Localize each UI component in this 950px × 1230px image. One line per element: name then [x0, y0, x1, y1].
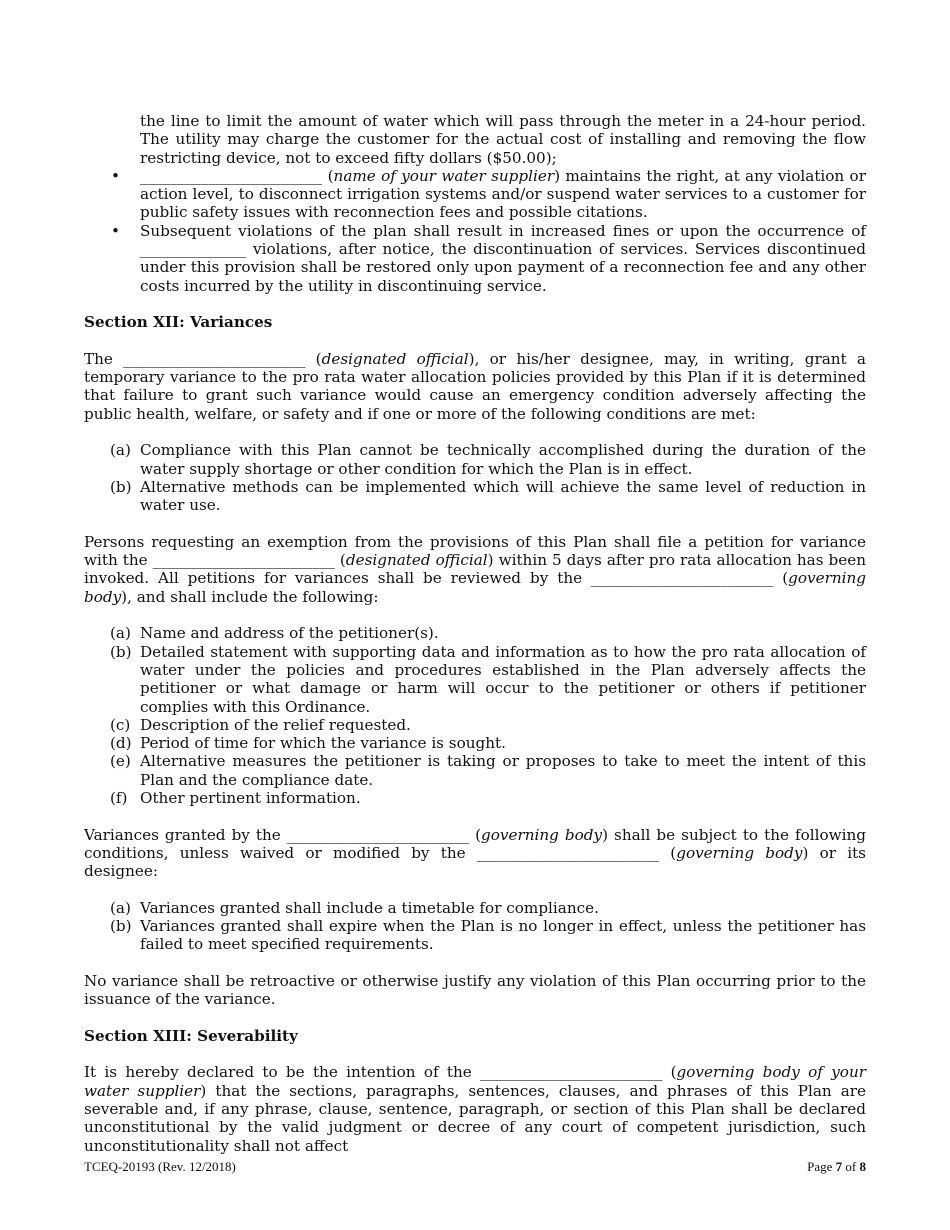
placeholder-label: governing body: [84, 569, 866, 606]
list-text: Period of time for which the variance is sought.: [140, 734, 506, 753]
placeholder-label: governing body of your water supplier: [84, 1063, 866, 1100]
paren: (: [305, 349, 322, 368]
text: The: [84, 349, 124, 368]
severability-paragraph: [84, 1063, 866, 1154]
blank-line: ________________________: [480, 1063, 663, 1082]
placeholder-label: governing body: [676, 843, 803, 862]
bullet-item: [84, 222, 866, 295]
no-retroactive-paragraph: No variance shall be retroactive or otherwise justify any violation of this Plan occurring prior to the issuance of the variance.: [84, 971, 866, 1009]
paren: ): [554, 166, 566, 185]
list-item: [84, 441, 866, 478]
petition-paragraph: [84, 533, 866, 606]
current-page: 7: [835, 1159, 843, 1174]
bullet-item: [84, 167, 866, 222]
paren: (: [662, 1063, 677, 1082]
list-item: [84, 624, 866, 642]
text: ) that the sections, paragraphs, sentences, clauses, and phrases of this Plan are severable and, if any phrase, clause, sentence, paragraph, or section of this Plan shall be declared unconstitutional by the valid judgment or decree of any court of competent jurisdiction, such unconstitutionality shall not affect: [84, 1081, 866, 1155]
list-label: (a): [110, 624, 131, 643]
bullet-marker: •: [111, 221, 120, 240]
paren: (: [659, 843, 677, 862]
blank-line: ________________________: [476, 843, 660, 862]
list-item: [84, 643, 866, 716]
bullet-marker: •: [111, 166, 120, 185]
text: Variances granted by the: [84, 825, 287, 844]
section-heading: Section XII: Variances: [84, 313, 273, 332]
list-text: Variances granted shall include a timetable for compliance.: [140, 898, 599, 917]
paren: (: [334, 551, 346, 570]
list-item: [84, 899, 866, 917]
continued-bullet-text: the line to limit the amount of water which will pass through the meter in a 24-hour period. The utility may charge the customer for the actual cost of installing and removing the flow restricting device, not to exceed fifty dollars ($50.00);: [140, 112, 866, 167]
page-word: Page: [807, 1159, 836, 1174]
list-text: Variances granted shall expire when the Plan is no longer in effect, unless the petitioner has failed to meet specified requirements.: [140, 917, 866, 954]
page-number: [807, 1158, 866, 1176]
list-text: Alternative methods can be implemented which will achieve the same level of reduction in water use.: [140, 477, 866, 515]
granted-paragraph: [84, 826, 866, 881]
placeholder-label: designated official: [345, 551, 488, 570]
list-item: [84, 716, 866, 734]
variance-intro-paragraph: [84, 350, 866, 423]
blank-line: ________________________: [286, 825, 470, 844]
paren: (: [322, 166, 334, 185]
text: ) within 5 days after pro rata allocation has been invoked. All petitions for variances shall be reviewed by the: [84, 551, 866, 588]
paren: (: [773, 569, 789, 588]
list-label: (d): [110, 734, 132, 753]
list-label: (a): [110, 441, 131, 460]
list-label: (b): [110, 917, 132, 936]
list-label: (f): [110, 788, 128, 807]
list-text: Name and address of the petitioner(s).: [140, 624, 439, 643]
bullet-text: maintains the right, at any violation or action level, to disconnect irrigation systems and/or suspend water services to a customer for public safety issues with reconnection fees and possible citations.: [140, 166, 866, 222]
list-item: [84, 917, 866, 954]
blank-line: ________________________: [152, 551, 335, 570]
text: ) shall be subject to the following conditions, unless waived or modified by the: [84, 825, 866, 862]
list-text: Alternative measures the petitioner is taking or proposes to take to meet the intent of this Plan and the compliance date.: [140, 752, 866, 789]
total-pages: 8: [859, 1159, 866, 1174]
bullet-text: violations, after notice, the discontinuation of services. Services discontinued under this provision shall be restored only upon payment of a reconnection fee and any other costs incurred by the utility in discontinuing service.: [140, 240, 866, 295]
document-body: [84, 112, 866, 1155]
placeholder-label: designated official: [321, 349, 469, 368]
placeholder-label: name of your water supplier: [333, 166, 555, 185]
text: ) or its designee:: [84, 843, 866, 881]
list-item: [84, 478, 866, 515]
list-text: Detailed statement with supporting data and information as to how the pro rata allocation of water under the policies and procedures established in the Plan adversely affects the petitioner or what damage or harm will occur to the petitioner or others if petitioner complies with this Ordinance.: [140, 642, 866, 716]
blank-line: ________________________: [123, 349, 306, 368]
form-id: TCEQ-20193 (Rev. 12/2018): [84, 1159, 236, 1174]
placeholder-label: governing body: [481, 825, 603, 844]
blank-line: ______________: [140, 240, 247, 259]
list-label: (b): [110, 477, 132, 496]
blank-line: ________________________: [591, 569, 774, 588]
list-label: (b): [110, 642, 132, 661]
text: Persons requesting an exemption from the provisions of this Plan shall file a petition for variance with the: [84, 532, 866, 570]
list-item: [84, 789, 866, 807]
list-label: (c): [110, 715, 131, 734]
section-heading: Section XIII: Severability: [84, 1026, 298, 1045]
list-item: [84, 734, 866, 752]
blank-line: ________________________: [140, 166, 323, 185]
of-word: of: [842, 1159, 860, 1174]
list-text: Description of the relief requested.: [140, 715, 411, 734]
bullet-text: Subsequent violations of the plan shall result in increased fines or upon the occurrence of: [140, 221, 866, 240]
paren: (: [469, 825, 482, 844]
list-item: [84, 752, 866, 789]
text: It is hereby declared to be the intention of the: [84, 1063, 481, 1082]
text: ), or his/her designee, may, in writing, grant a temporary variance to the pro rata water allocation policies provided by this Plan if it is determined that failure to grant such variance would cause an emergency condition adversely affecting the public health, welfare, or safety and if one or more of the following conditions are met:: [84, 349, 866, 423]
list-text: Other pertinent information.: [140, 788, 361, 807]
text: ), and shall include the following:: [121, 587, 379, 606]
list-text: Compliance with this Plan cannot be technically accomplished during the duration of the water supply shortage or other condition for which the Plan is in effect.: [140, 441, 866, 478]
list-label: (e): [110, 752, 131, 771]
list-label: (a): [110, 898, 131, 917]
